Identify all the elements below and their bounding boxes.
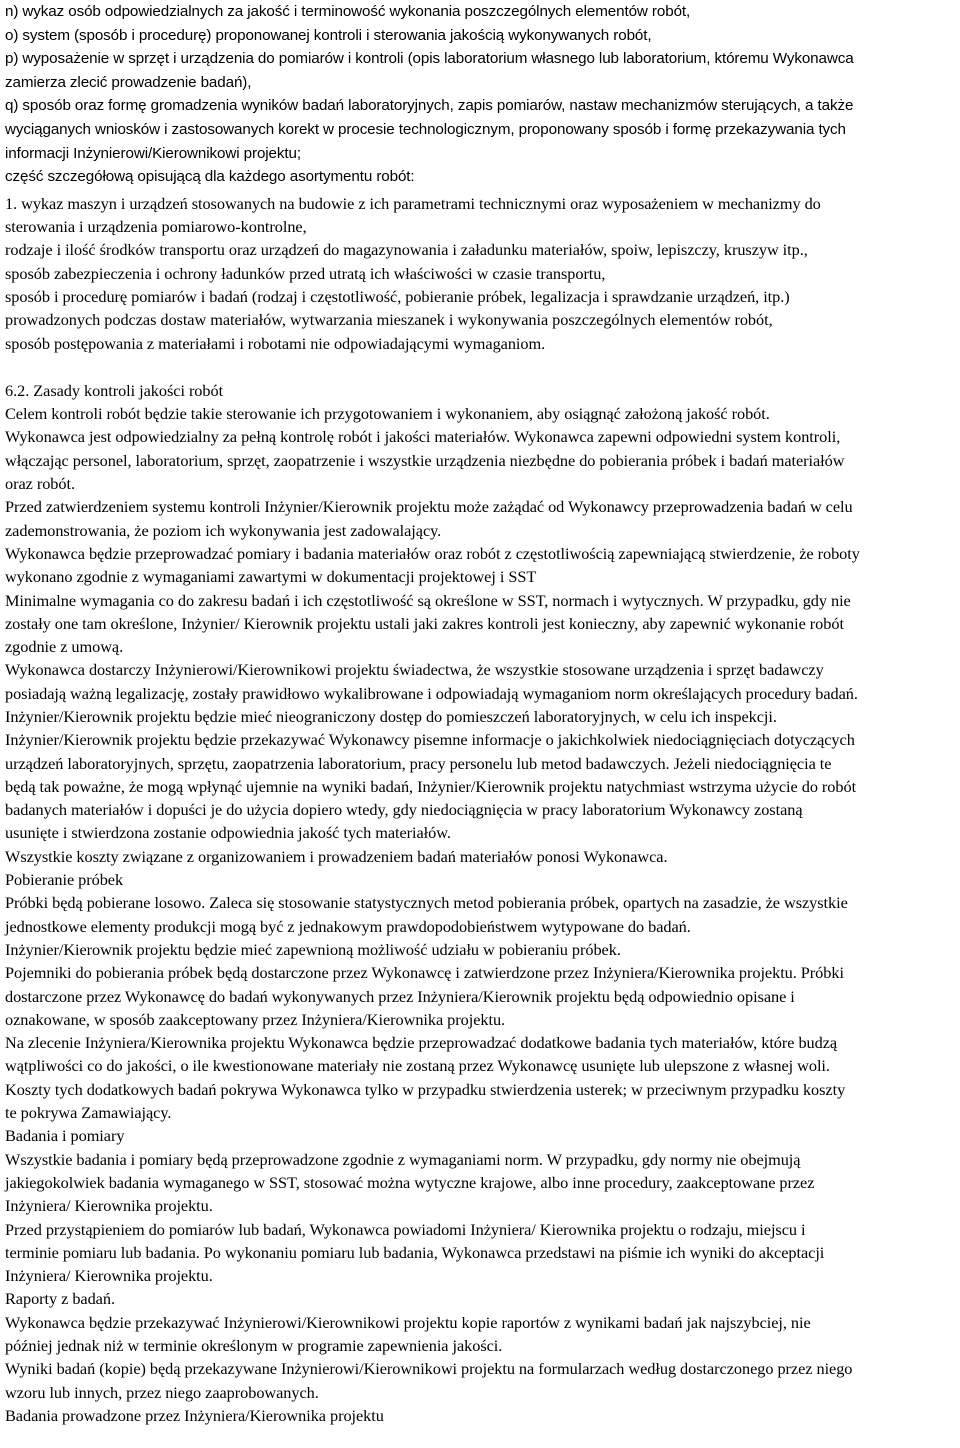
text-line: Raporty z badań.	[5, 1289, 115, 1309]
quality-control-section	[5, 379, 960, 1427]
text-line: Inżyniera/ Kierownika projektu.	[5, 1196, 213, 1216]
list-line: zamierza zlecić prowadzenie badań),	[5, 73, 252, 91]
text-line: Próbki będą pobierane losowo. Zaleca się stosowanie statystycznych metod pobierania próbek, opartych na zasadzie, że wszystkie	[5, 893, 848, 913]
list-line: q) sposób oraz formę gromadzenia wyników badań laboratoryjnych, zapis pomiarów, nastaw mechanizmów sterujących, a także	[5, 97, 854, 115]
list-line: wyciąganych wniosków i zastosowanych korekt w procesie technologicznym, proponowany sposób i formę przekazywania tych	[5, 120, 846, 138]
detail-line: sposób postępowania z materiałami i robotami nie odpowiadającymi wymaganiom.	[5, 333, 546, 353]
text-line: Wykonawca dostarczy Inżynierowi/Kierownikowi projektu świadectwa, że wszystkie stosowane urządzenia i sprzęt badawczy	[5, 660, 824, 680]
text-line: Przed zatwierdzeniem systemu kontroli Inżynier/Kierownik projektu może zażądać od Wykonawcy przeprowadzenia badań w celu	[5, 497, 853, 517]
detail-line: prowadzonych podczas dostaw materiałów, wytwarzania mieszanek i wykonywania poszczególnych elementów robót,	[5, 310, 773, 330]
text-line: Koszty tych dodatkowych badań pokrywa Wykonawca tylko w przypadku stwierdzenia usterek; w przeciwnym przypadku koszty	[5, 1079, 846, 1099]
text-line: Wszystkie badania i pomiary będą przeprowadzone zgodnie z wymaganiami norm. W przypadku, gdy normy nie obejmują	[5, 1149, 801, 1169]
text-line: zostały one tam określone, Inżynier/ Kierownik projektu ustali jaki zakres kontroli jest konieczny, aby zapewnić wykonanie robót	[5, 613, 844, 633]
requirements-list	[5, 0, 960, 189]
detail-line: 1. wykaz maszyn i urządzeń stosowanych na budowie z ich parametrami technicznymi oraz wyposażeniem w mechanizmy do	[5, 193, 821, 213]
list-line: p) wyposażenie w sprzęt i urządzenia do pomiarów i kontroli (opis laboratorium własnego lub laboratorium, któremu Wykonawca	[5, 50, 854, 68]
list-line: informacji Inżynierowi/Kierownikowi projektu;	[5, 144, 301, 162]
text-line: Minimalne wymagania co do zakresu badań i ich częstotliwość są określone w SST, normach i wytycznych. W przypadku, gdy nie	[5, 590, 851, 610]
text-line: posiadają ważną legalizację, zostały prawidłowo wykalibrowane i odpowiadają wymaganiom norm określających procedury badań.	[5, 683, 858, 703]
text-line: Badania prowadzone przez Inżyniera/Kierownika projektu	[5, 1405, 384, 1425]
text-line: jednostkowe elementy produkcji mogą być z jednakowym prawdopodobieństwem wytypowane do badań.	[5, 916, 691, 936]
text-line: Wykonawca będzie przeprowadzać pomiary i badania materiałów oraz robót z częstotliwością zapewniającą stwierdzenie, że roboty	[5, 543, 860, 563]
text-line: Wykonawca jest odpowiedzialny za pełną kontrolę robót i jakości materiałów. Wykonawca zapewni odpowiedni system kontroli,	[5, 427, 841, 447]
text-line: Inżyniera/ Kierownika projektu.	[5, 1266, 213, 1286]
text-line: badanych materiałów i dopuści je do użycia dopiero wtedy, gdy niedociągnięcia w pracy laboratorium Wykonawcy zostaną	[5, 800, 803, 820]
text-line: Inżynier/Kierownik projektu będzie mieć zapewnioną możliwość udziału w pobieraniu próbek.	[5, 939, 621, 959]
detail-section	[5, 192, 960, 355]
text-line: urządzeń laboratoryjnych, sprzętu, zaopatrzenia laboratorium, pracy personelu lub metod badawczych. Jeżeli niedociągnięcia te	[5, 753, 832, 773]
text-line: później jednak niż w terminie określonym w programie zapewnienia jakości.	[5, 1336, 503, 1355]
text-line: zademonstrowania, że poziom ich wykonywania jest zadowalający.	[5, 520, 442, 540]
text-line: Przed przystąpieniem do pomiarów lub badań, Wykonawca powiadomi Inżyniera/ Kierownika projektu o rodzaju, miejscu i	[5, 1219, 806, 1239]
text-line: wątpliwości co do jakości, o ile kwestionowane materiały nie zostaną przez Wykonawcę usunięte lub ulepszone z własnej woli.	[5, 1056, 830, 1076]
text-line: Badania i pomiary	[5, 1126, 125, 1146]
detail-line: sposób i procedurę pomiarów i badań (rodzaj i częstotliwość, pobieranie próbek, legalizacja i sprawdzanie urządzeń, itp.)	[5, 286, 790, 306]
text-line: wykonano zgodnie z wymaganiami zawartymi w dokumentacji projektowej i SST	[5, 567, 537, 587]
text-line: zgodnie z umową.	[5, 637, 124, 657]
list-line: o) system (sposób i procedurę) proponowanej kontroli i sterowania jakością wykonywanych robót,	[5, 26, 652, 44]
detail-line: sposób zabezpieczenia i ochrony ładunków przed utratą ich właściwości w czasie transportu,	[5, 263, 606, 283]
text-line: Wykonawca będzie przekazywać Inżynierowi/Kierownikowi projektu kopie raportów z wynikami badań jak najszybciej, nie	[5, 1312, 811, 1332]
list-line: n) wykaz osób odpowiedzialnych za jakość i terminowość wykonania poszczególnych elementów robót,	[5, 3, 691, 20]
text-line: jakiegokolwiek badania wymaganego w SST, stosować można wytyczne krajowe, albo inne procedury, zaakceptowane przez	[5, 1172, 815, 1192]
text-line: Na zlecenie Inżyniera/Kierownika projektu Wykonawca będzie przeprowadzać dodatkowe badania tych materiałów, które budzą	[5, 1033, 838, 1053]
spacer	[5, 355, 960, 379]
text-line: wzoru lub innych, przez niego zaaprobowanych.	[5, 1382, 319, 1402]
detail-line: sterowania i urządzenia pomiarowo-kontrolne,	[5, 217, 307, 237]
text-line: oraz robót.	[5, 474, 75, 494]
detail-line: rodzaje i ilość środków transportu oraz urządzeń do magazynowania i załadunku materiałów, spoiw, lepiszczy, kruszyw itp.,	[5, 240, 808, 260]
text-line: Inżynier/Kierownik projektu będzie mieć nieograniczony dostęp do pomieszczeń laboratoryjnych, w celu ich inspekcji.	[5, 706, 777, 726]
text-line: usunięte i stwierdzona zostanie odpowiednia jakość tych materiałów.	[5, 823, 451, 843]
text-line: Celem kontroli robót będzie takie sterowanie ich przygotowaniem i wykonaniem, aby osiągnąć założoną jakość robót.	[5, 404, 770, 424]
text-line: Wszystkie koszty związane z organizowaniem i prowadzeniem badań materiałów ponosi Wykonawca.	[5, 846, 668, 866]
text-line: oznakowane, w sposób zaakceptowany przez Inżyniera/Kierownika projektu.	[5, 1009, 506, 1029]
text-line: terminie pomiaru lub badania. Po wykonaniu pomiaru lub badania, Wykonawca przedstawi na piśmie ich wyniki do akceptacji	[5, 1242, 825, 1262]
text-line: Pojemniki do pobierania próbek będą dostarczone przez Wykonawcę i zatwierdzone przez Inżyniera/Kierownika projektu. Próbki	[5, 963, 844, 983]
list-line: część szczegółową opisującą dla każdego asortymentu robót:	[5, 168, 415, 186]
text-line: będą tak poważne, że mogą wpłynąć ujemnie na wyniki badań, Inżynier/Kierownik projektu natychmiast wstrzyma użycie do robót	[5, 776, 857, 796]
text-line: te pokrywa Zamawiający.	[5, 1103, 172, 1123]
text-line: Wyniki badań (kopie) będą przekazywane Inżynierowi/Kierownikowi projektu na formularzach według dostarczonego przez niego	[5, 1359, 853, 1379]
text-line: Inżynier/Kierownik projektu będzie przekazywać Wykonawcy pisemne informacje o jakichkolwiek niedociągnięciach dotyczących	[5, 730, 855, 750]
text-line: dostarczone przez Wykonawcę do badań wykonywanych przez Inżyniera/Kierownik projektu będą odpowiednio opisane i	[5, 986, 795, 1006]
text-line: 6.2. Zasady kontroli jakości robót	[5, 380, 224, 400]
text-line: Pobieranie próbek	[5, 870, 124, 890]
text-line: włączając personel, laboratorium, sprzęt, zaopatrzenie i wszystkie urządzenia niezbędne do pobierania próbek i badań materiałów	[5, 450, 845, 470]
